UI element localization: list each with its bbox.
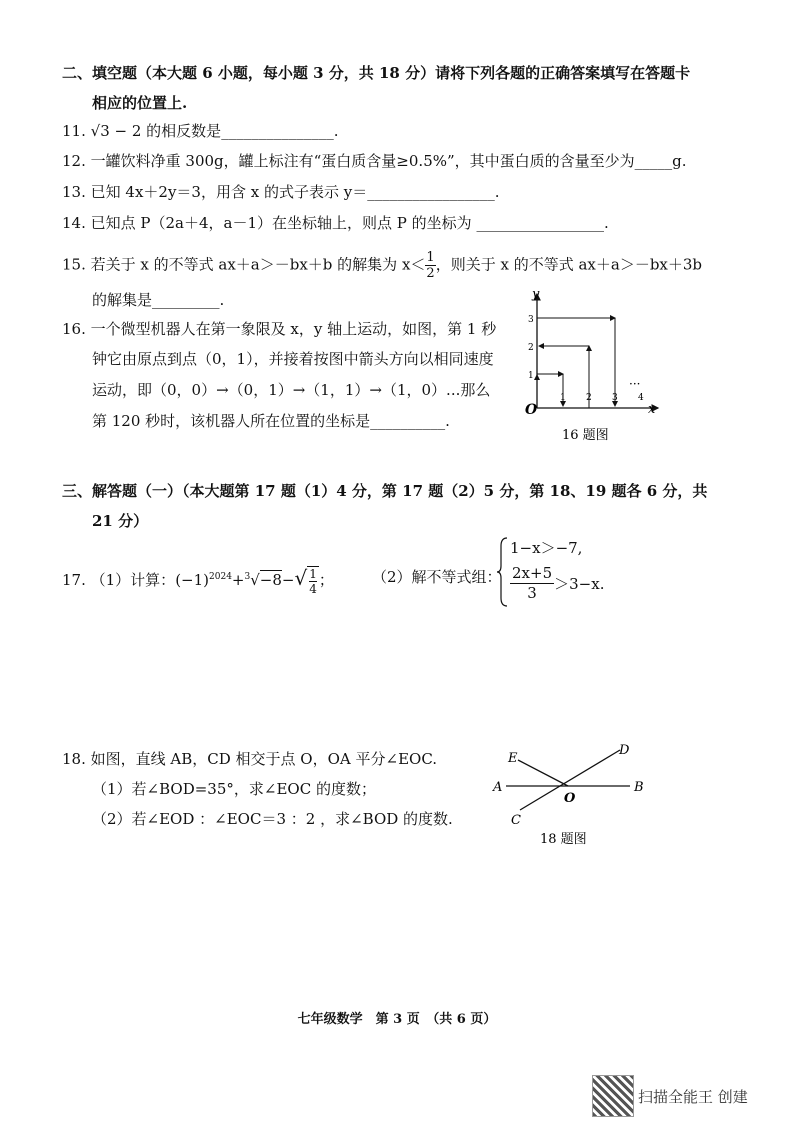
- q18-figure: [488, 738, 658, 850]
- q18-label-a: A: [493, 780, 503, 795]
- q16-x-tick-4: 4: [638, 393, 644, 403]
- q18-part2: （2）若∠EOD ：∠EOC＝3 ：2 ，求∠BOD 的度数.: [92, 810, 453, 828]
- q17-p2-frac-den: 3: [527, 584, 537, 602]
- q17-p1-label: （1）计算：: [90, 571, 176, 589]
- section3-heading: 三、解答题（一）（本大题第 17 题（1）4 分，第 17 题（2）5 分，第 18、19 题各 6 分，共: [62, 482, 708, 500]
- q16-line4: 第 120 秒时，该机器人所在位置的坐标是: [92, 412, 371, 430]
- q11-text: 的相反数是: [146, 122, 222, 140]
- question-15-cont: [92, 289, 224, 311]
- q12-number: 12.: [62, 152, 86, 170]
- q17-number: 17.: [62, 571, 86, 589]
- qr-code-icon: [592, 1075, 634, 1117]
- q17-p1-radical-sign: √: [250, 571, 260, 589]
- question-17-part1: [62, 564, 334, 596]
- scanner-watermark: [592, 1076, 748, 1116]
- q16-axis-x-label: x: [648, 402, 656, 417]
- question-15: [62, 250, 702, 281]
- q11-end: .: [333, 122, 339, 140]
- q17-p1-plus: +: [231, 571, 245, 589]
- q15-frac-num: 1: [426, 250, 435, 265]
- q15-end: .: [219, 291, 225, 309]
- q17-p1-exp: 2024: [209, 572, 232, 582]
- q17-p1-sqrt-den: 4: [309, 582, 317, 596]
- q15-blank: _________: [152, 291, 220, 309]
- question-12: [62, 150, 687, 172]
- q17-p1-sqrt-sign: √: [294, 566, 308, 590]
- q12-blank: _____: [634, 152, 673, 170]
- q17-p1-base: (−1): [175, 571, 210, 589]
- q16-number: 16.: [62, 320, 86, 338]
- question-14: [62, 212, 609, 234]
- q17-p1-minus: −: [281, 571, 295, 589]
- q11-blank: _______________: [221, 122, 334, 140]
- q16-y-tick-3: 3: [528, 315, 534, 325]
- q16-robot-path: [537, 318, 615, 408]
- q17-p1-cbrt-arg: −8: [259, 571, 282, 589]
- q17-p2-frac-num: 2x+5: [512, 564, 553, 582]
- q11-expr: √3 − 2: [90, 122, 142, 140]
- q13-end: .: [494, 183, 500, 201]
- q15-number: 15.: [62, 255, 86, 274]
- q12-end: g.: [672, 152, 687, 170]
- q18-number: 18.: [62, 750, 86, 768]
- q16-x-tick-3: 3: [612, 393, 618, 403]
- q17-p2-fraction: [510, 564, 554, 603]
- q14-number: 14.: [62, 214, 86, 232]
- q18-label-o: O: [564, 791, 576, 806]
- q15-fraction: [425, 250, 435, 281]
- question-16-line1: [62, 318, 496, 340]
- q13-number: 13.: [62, 183, 86, 201]
- page-footer: 七年级数学 第 3 页 （共 6 页）: [297, 1012, 497, 1027]
- q18-text: 如图，直线 AB，CD 相交于点 O，OA 平分∠EOC.: [90, 750, 438, 768]
- q16-line3: 运动，即（0，0）→（0，1）→（1，1）→（1，0）...那么: [92, 381, 491, 399]
- question-13: [62, 181, 500, 203]
- q13-text: 已知 4x＋2y＝3，用含 x 的式子表示 y＝: [90, 183, 368, 201]
- q17-p2-label: （2）解不等式组：: [372, 568, 502, 586]
- q18-label-d: D: [619, 743, 630, 758]
- q14-end: .: [603, 214, 609, 232]
- watermark-text: 扫描全能王 创建: [638, 1087, 748, 1106]
- q18-caption: 18 题图: [540, 832, 587, 847]
- q17-p1-sqrt-fraction: [307, 566, 319, 596]
- section2-heading: 二、填空题（本大题 6 小题，每小题 3 分，共 18 分）请将下列各题的正确答案填写在答题卡: [62, 64, 691, 82]
- q17-p2-ineq2: [510, 564, 604, 603]
- q15-text-c: 的解集是: [92, 291, 153, 309]
- q16-axis-y-label: y: [532, 287, 540, 302]
- q11-number: 11.: [62, 122, 86, 140]
- q15-text-b: ，则关于 x 的不等式 ax＋a＞－bx＋3b: [435, 255, 703, 274]
- q16-x-tick-2: 2: [586, 393, 592, 403]
- q16-y-tick-1: 1: [528, 371, 534, 381]
- question-18: [62, 748, 437, 770]
- q18-label-b: B: [634, 780, 644, 795]
- q18-ray-oe: [518, 760, 568, 786]
- q15-text-a: 若关于 x 的不等式 ax＋a＞－bx＋b 的解集为 x＜: [90, 255, 426, 274]
- q15-frac-den: 2: [426, 266, 435, 281]
- question-16-line4: [92, 410, 450, 432]
- q13-blank: _________________: [367, 183, 495, 201]
- section2-heading-cont: 相应的位置上.: [92, 94, 188, 112]
- q16-blank: __________: [370, 412, 446, 430]
- q16-line2: 钟它由原点到点（0，1），并接着按图中箭头方向以相同速度: [92, 350, 494, 368]
- q18-label-e: E: [508, 751, 518, 766]
- question-11: [62, 120, 338, 142]
- q16-caption: 16 题图: [562, 428, 609, 443]
- q17-p2-system: [496, 536, 626, 608]
- q16-end: .: [445, 412, 450, 430]
- q17-p1-sqrt-num: 1: [309, 567, 317, 581]
- q16-y-tick-2: 2: [528, 343, 534, 353]
- q18-part1: （1）若∠BOD=35°，求∠EOC 的度数；: [92, 780, 376, 798]
- q14-text: 已知点 P（2a＋4，a－1）在坐标轴上，则点 P 的坐标为: [90, 214, 472, 232]
- q17-p1-end: ；: [318, 571, 334, 589]
- section3-heading-cont: 21 分）: [92, 512, 149, 530]
- q16-x-tick-1: 1: [560, 393, 566, 403]
- q12-text: 一罐饮料净重 300g，罐上标注有“蛋白质含量≥0.5%”，其中蛋白质的含量至少为: [90, 152, 635, 170]
- q14-blank: _________________: [476, 214, 604, 232]
- q17-p1-cbrt-index: 3: [244, 572, 251, 582]
- q17-p2-rhs: ＞3−x.: [554, 575, 605, 593]
- q18-label-c: C: [511, 813, 521, 828]
- q17-p2-ineq1: 1−x＞−7,: [510, 539, 583, 557]
- q16-origin-label: O: [525, 402, 538, 418]
- q16-continuation-dots: ···: [629, 377, 641, 391]
- q16-figure: [512, 284, 662, 444]
- q16-line1: 一个微型机器人在第一象限及 x，y 轴上运动，如图，第 1 秒: [90, 320, 497, 338]
- q17-p2-brace: [496, 536, 508, 608]
